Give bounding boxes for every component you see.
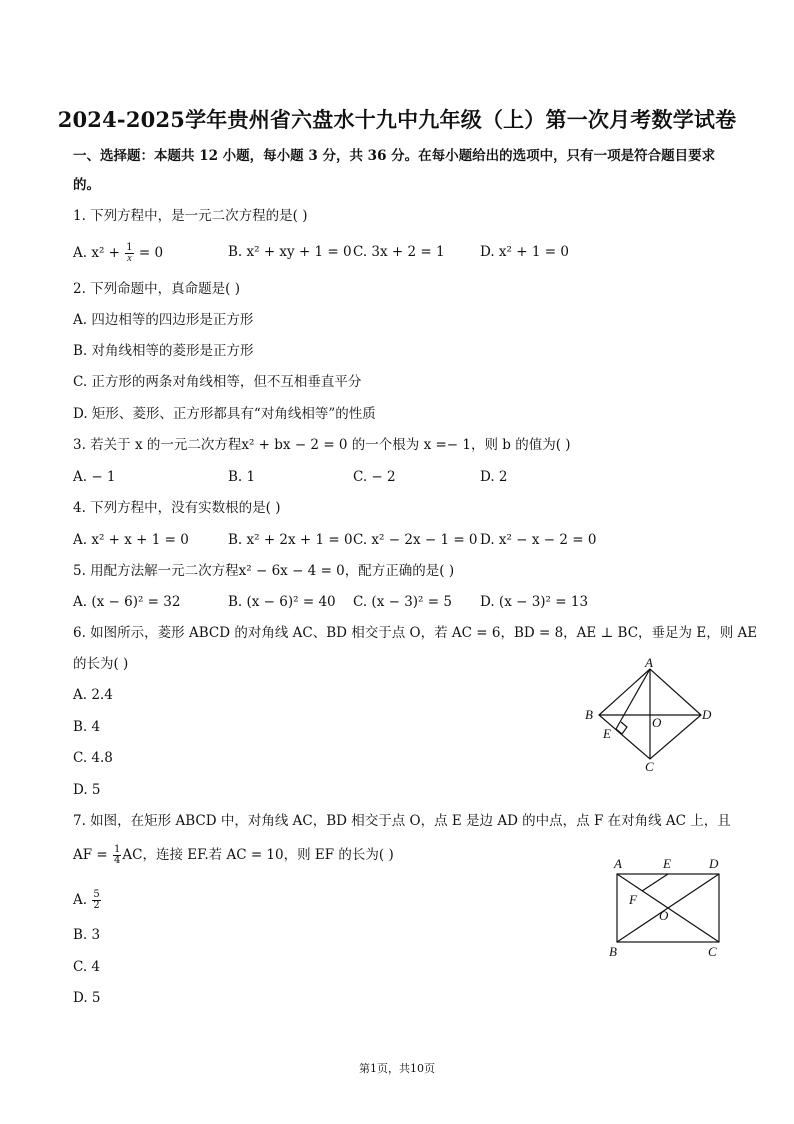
label-c: C xyxy=(708,944,717,959)
q3-option-a: A. − 1 xyxy=(73,469,116,485)
q7-option-b: B. 3 xyxy=(73,927,101,943)
rectangle-figure xyxy=(605,852,730,964)
q6-option-c: C. 4.8 xyxy=(73,750,113,766)
q1-option-a xyxy=(73,243,163,264)
q4-option-b: B. x² + 2x + 1 = 0 xyxy=(228,532,353,548)
q4-option-a: A. x² + x + 1 = 0 xyxy=(73,532,189,548)
q7-stem-line2 xyxy=(73,845,394,866)
q1-option-a-suffix: = 0 xyxy=(134,245,164,261)
q1-option-d: D. x² + 1 = 0 xyxy=(480,244,569,260)
label-b: B xyxy=(609,944,617,959)
q5-stem: 5. 用配方法解一元二次方程x² − 6x − 4 = 0，配方正确的是( ) xyxy=(73,563,455,579)
q1-option-c: C. 3x + 2 = 1 xyxy=(353,244,445,260)
q1-option-a-denominator: x xyxy=(127,253,132,264)
q7-option-a-fraction xyxy=(92,890,100,911)
q1-option-b: B. x² + xy + 1 = 0 xyxy=(228,244,352,260)
q5-option-b: B. (x − 6)² = 40 xyxy=(228,594,336,610)
q7-stem2-fraction xyxy=(113,845,121,866)
label-f: F xyxy=(629,892,637,907)
label-b: B xyxy=(585,707,593,722)
q4-option-c: C. x² − 2x − 1 = 0 xyxy=(353,532,478,548)
rhombus-altitude-ae xyxy=(616,669,650,729)
label-a: A xyxy=(614,856,622,871)
label-o: O xyxy=(652,715,662,730)
label-e: E xyxy=(603,726,611,741)
q3-option-d: D. 2 xyxy=(480,469,508,485)
page-footer: 第1页，共10页 xyxy=(359,1062,435,1075)
q3-stem: 3. 若关于 x 的一元二次方程x² + bx − 2 = 0 的一个根为 x =− 1，则 b 的值为( ) xyxy=(73,437,571,453)
q7-stem-line1: 7. 如图，在矩形 ABCD 中，对角线 AC，BD 相交于点 O，点 E 是边 AD 的中点，点 F 在对角线 AC 上，且 xyxy=(73,813,731,829)
q7-option-a-prefix: A. xyxy=(73,892,92,908)
q1-option-a-numerator: 1 xyxy=(126,242,133,253)
q5-option-c: C. (x − 3)² = 5 xyxy=(353,594,452,610)
exam-title: 2024-2025学年贵州省六盘水十九中九年级（上）第一次月考数学试卷 xyxy=(57,107,737,132)
q6-option-a: A. 2.4 xyxy=(73,687,113,703)
q1-option-a-prefix: A. x² + xyxy=(73,245,125,261)
q1-stem: 1. 下列方程中，是一元二次方程的是( ) xyxy=(73,208,308,224)
label-d: D xyxy=(709,856,719,871)
q2-option-d: D. 矩形、菱形、正方形都具有“对角线相等”的性质 xyxy=(73,406,376,422)
q6-stem-line2: 的长为( ) xyxy=(73,656,129,672)
q7-stem2-prefix: AF = xyxy=(73,847,113,863)
label-o: O xyxy=(659,908,669,923)
rhombus-figure xyxy=(580,655,720,775)
q7-option-a-denominator: 2 xyxy=(93,900,100,911)
q3-option-c: C. − 2 xyxy=(353,469,396,485)
q7-option-d: D. 5 xyxy=(73,990,101,1006)
q3-option-b: B. 1 xyxy=(228,469,256,485)
q7-option-a xyxy=(73,890,102,911)
q6-option-d: D. 5 xyxy=(73,782,101,798)
q7-option-c: C. 4 xyxy=(73,959,101,975)
q5-option-d: D. (x − 3)² = 13 xyxy=(480,594,589,610)
section-instruction-line1: 一、选择题：本题共 12 小题，每小题 3 分，共 36 分。在每小题给出的选项中，只有一项是符合题目要求 xyxy=(73,148,716,164)
q4-stem: 4. 下列方程中，没有实数根的是( ) xyxy=(73,500,281,516)
q2-option-c: C. 正方形的两条对角线相等，但不互相垂直平分 xyxy=(73,374,362,390)
section-instruction-line2: 的。 xyxy=(73,177,100,193)
label-e: E xyxy=(663,856,671,871)
q6-stem-line1: 6. 如图所示，菱形 ABCD 的对角线 AC、BD 相交于点 O，若 AC = 6，BD = 8，AE ⊥ BC，垂足为 E，则 AE xyxy=(73,625,758,641)
label-c: C xyxy=(645,759,654,774)
q4-option-d: D. x² − x − 2 = 0 xyxy=(480,532,597,548)
q7-stem2-denominator: 4 xyxy=(114,855,121,866)
q2-option-b: B. 对角线相等的菱形是正方形 xyxy=(73,343,254,359)
q7-option-a-numerator: 5 xyxy=(93,889,100,900)
label-d: D xyxy=(702,707,712,722)
segment-ef xyxy=(642,874,668,891)
q5-option-a: A. (x − 6)² = 32 xyxy=(73,594,181,610)
q6-option-b: B. 4 xyxy=(73,719,101,735)
q2-option-a: A. 四边相等的四边形是正方形 xyxy=(73,312,254,328)
q7-stem2-suffix: AC，连接 EF.若 AC = 10，则 EF 的长为( ) xyxy=(122,847,394,863)
label-a: A xyxy=(645,655,653,670)
q2-stem: 2. 下列命题中，真命题是( ) xyxy=(73,281,240,297)
q1-option-a-fraction xyxy=(125,243,133,264)
q7-stem2-numerator: 1 xyxy=(114,844,121,855)
right-angle-mark xyxy=(616,722,627,734)
